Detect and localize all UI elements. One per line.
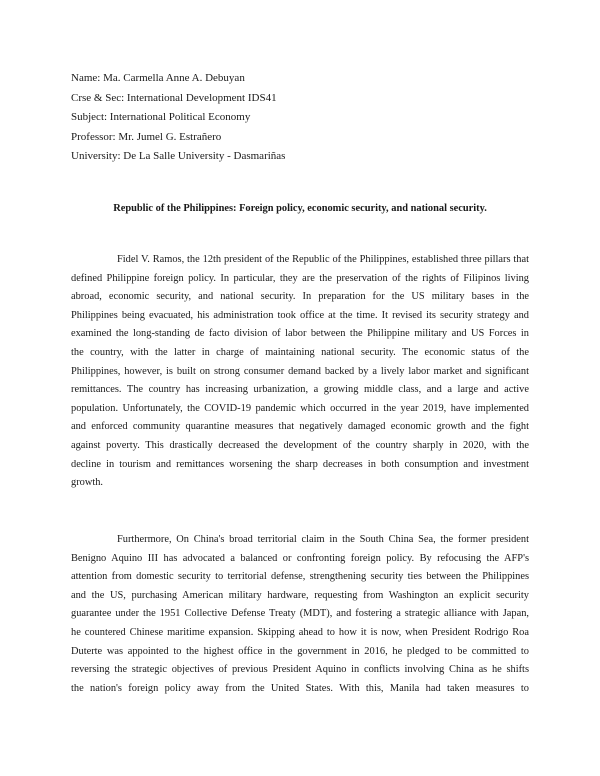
university: University: De La Salle University - Dasmariñas [71,150,286,162]
paragraph-line: against poverty. This drastically decreased the development of the country sharply in 2020, with the [71,439,529,451]
paragraph-line: the country, with the latter in charge of maintaining national security. The economic status of the [71,346,529,358]
paragraph-line: defined Philippine foreign policy. In particular, they are the preservation of the rights of Filipinos living [71,272,529,284]
paragraph-line: Benigno Aquino III has advocated a balanced or confronting foreign policy. By refocusing the AFP's [71,552,529,564]
course-section: Crse & Sec: International Development IDS41 [71,91,277,104]
paragraph-line: decline in tourism and remittances worsening the sharp decreases in both consumption and investment [71,458,529,470]
paragraph-line: and enforced community quarantine measures that negatively damaged economic growth and the fight [71,421,529,433]
paragraph-line: attention from domestic security to territorial defense, strengthening security ties between the Philippines [71,571,529,583]
paragraph-line: examined the long-standing de facto division of labor between the Philippine military and US Forces in [71,328,529,340]
paragraph-line: Furthermore, On China's broad territorial claim in the South China Sea, the former president [117,534,529,545]
student-name: Name: Ma. Carmella Anne A. Debuyan [71,72,245,84]
paragraph-1 [71,251,529,493]
paragraph-line: he countered Chinese maritime expansion. Skipping ahead to how it is now, when President Rodrigo Roa [71,626,529,638]
header-block [71,69,285,167]
paragraph-line: population. Unfortunately, the COVID-19 pandemic which occurred in the year 2019, have implemented [71,402,529,414]
paragraph-line: abroad, economic security, and national security. In preparation for the US military bases in the [71,291,529,303]
paragraph-line: Philippines being evacuated, his administration took office at the time. It revised its security strategy and [71,309,529,321]
paragraph-line: reversing the strategic objectives of previous President Aquino in conflicts involving China as he shifts [71,664,529,676]
paragraph-line: the nation's foreign policy away from the United States. With this, Manila had taken measures to [71,682,529,694]
paragraph-line: remittances. The country has increasing urbanization, a growing middle class, and a large and active [71,384,529,396]
paragraph-line: Philippines, however, is built on strong consumer demand backed by a lively labor market and significant [71,365,529,377]
paragraph-line: Fidel V. Ramos, the 12th president of the Republic of the Philippines, established three pillars that [117,254,529,265]
paragraph-line: growth. [71,477,104,489]
paragraph-line: and the US, purchasing American military hardware, requesting from Washington an explicit security [71,589,529,601]
subject: Subject: International Political Economy [71,111,251,123]
document-title: Republic of the Philippines: Foreign policy, economic security, and national security. [113,203,487,214]
paragraph-line: Duterte was appointed to the highest office in the government in 2016, he pledged to be committed to [71,645,529,657]
paragraph-line: guarantee under the 1951 Collective Defense Treaty (MDT), and fostering a strategic alliance with Japan, [71,608,529,620]
professor: Professor: Mr. Jumel G. Estrañero [71,130,222,143]
paragraph-2 [71,531,529,698]
